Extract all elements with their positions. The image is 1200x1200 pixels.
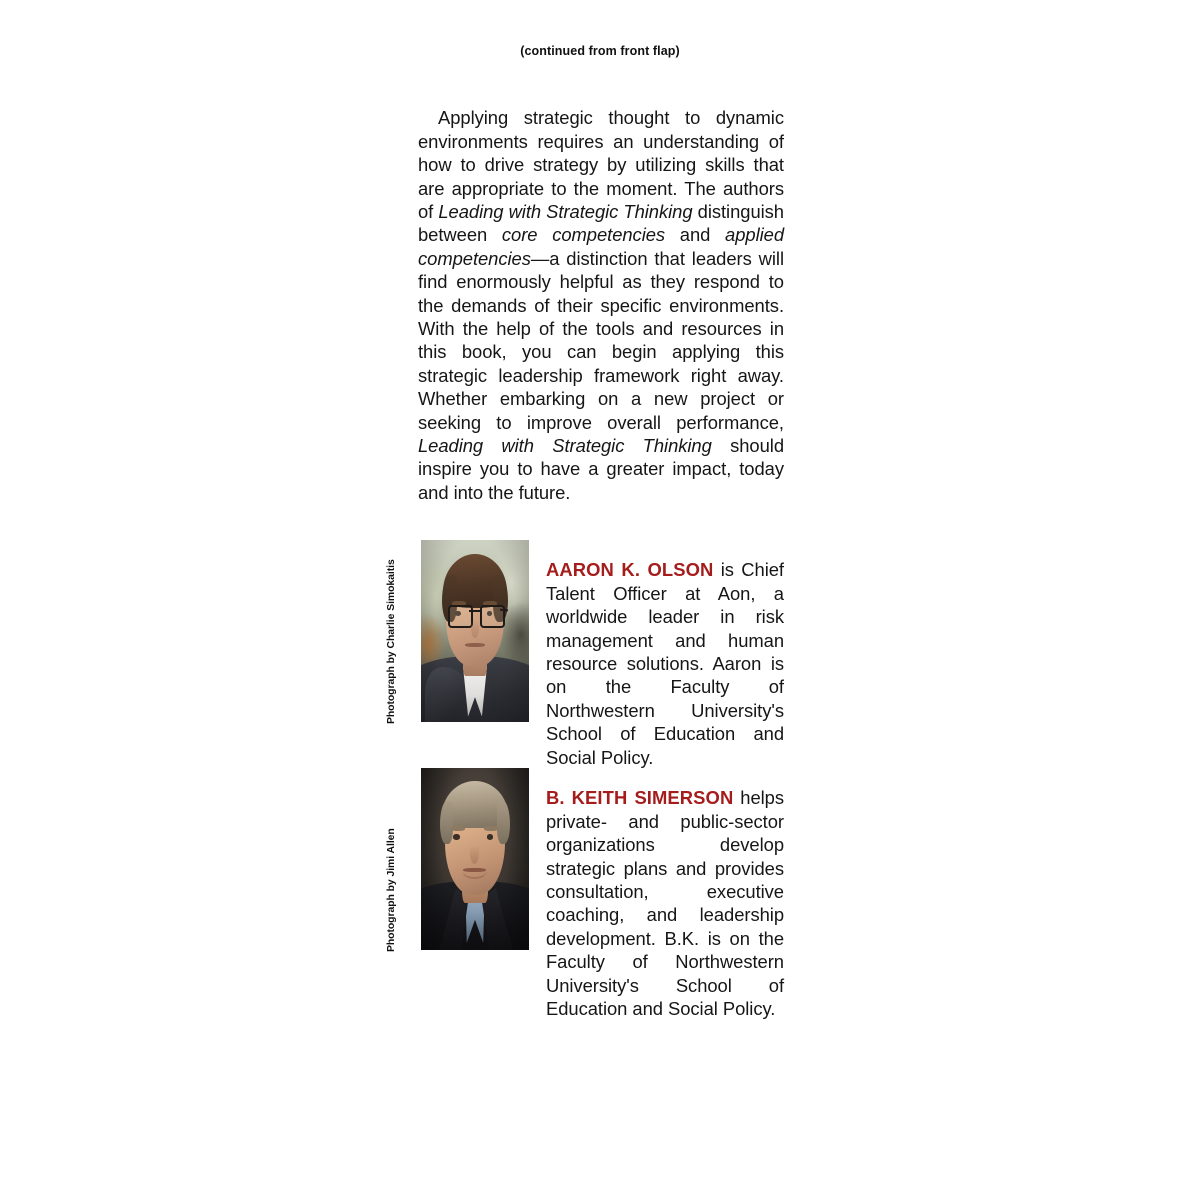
term-applied-competencies: applied competencies [418,224,785,269]
photo-vignette [421,540,529,722]
flap-body-paragraph [418,106,784,504]
photo-credit-text: Photograph by Jimi Allen [386,828,397,952]
body-segment-2: distinguish between [418,201,784,246]
photo-vignette [421,768,529,950]
book-title-mention-2: Leading with Strategic Thinking [418,435,712,457]
portrait-illustration [421,540,529,722]
photo-credit-text: Photograph by Charlie Simokaitis [386,559,397,724]
author-portrait-photo [421,768,529,950]
body-segment-4: and [665,224,726,246]
photo-credit-rail [386,766,420,952]
author-bio-body: is Chief Talent Officer at Aon, a worldwide leader in risk management and human resource solutions. Aaron is on the Faculty of Northwestern University's School of Education and Social Policy. [546,559,784,768]
author-portrait-photo [421,540,529,722]
body-segment-8: should inspire you to have a greater impact, today and into the future. [418,435,785,503]
photo-credit-rail [386,538,420,724]
continued-from-front-flap-note: (continued from front flap) [520,44,680,58]
author-bio-text [546,558,784,769]
author-bio-text [546,786,784,1020]
term-core-competencies: core competencies [501,224,666,246]
body-segment-0: Applying strategic thought to dynamic environments requires an understanding of how to drive strategy by utilizing skills that are appropriate to the moment. The authors of [418,107,784,223]
book-title-mention-1: Leading with Strategic Thinking [438,201,693,223]
author-name: AARON K. OLSON [546,559,714,581]
body-segment-6: —a distinction that leaders will find enormously helpful as they respond to the demands of their specific environments. With the help of the tools and resources in this book, you can begin applying this strategic leadership framework right away. Whether embarking on a new project or seeking to improve overall performance, [418,247,784,433]
author-bio-body: helps private- and public-sector organizations develop strategic plans and provides consultation, executive coaching, and leadership development. B.K. is on the Faculty of Northwestern University's School of Education and Social Policy. [546,787,784,1020]
author-name: B. KEITH SIMERSON [546,787,734,809]
portrait-illustration [421,768,529,950]
